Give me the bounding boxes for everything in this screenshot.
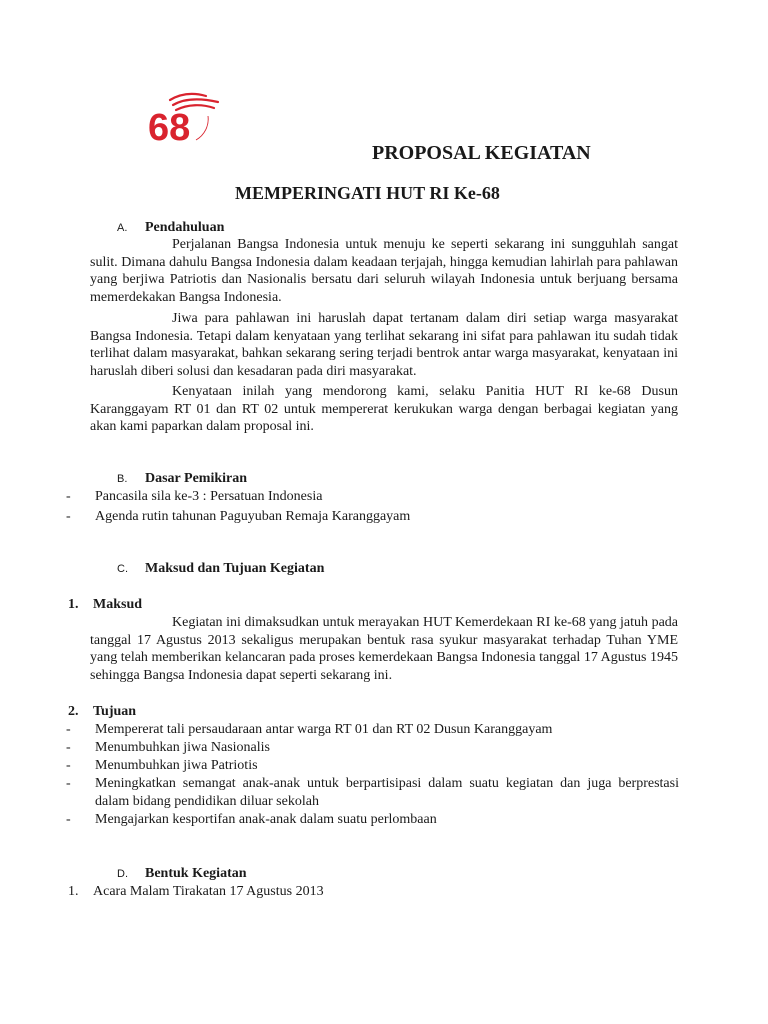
tujuan-heading: Tujuan <box>93 704 137 719</box>
tujuan-bullet-3: - <box>66 758 71 773</box>
page-subtitle: MEMPERINGATI HUT RI Ke-68 <box>235 183 500 203</box>
section-c-heading <box>117 560 324 578</box>
page-title: PROPOSAL KEGIATAN <box>372 142 591 164</box>
bentuk-item-1: Acara Malam Tirakatan 17 Agustus 2013 <box>93 884 324 899</box>
section-d-heading <box>117 865 247 883</box>
tujuan-item-3: Menumbuhkan jiwa Patriotis <box>95 758 258 773</box>
section-b-letter: B. <box>117 473 128 485</box>
section-b-bullet-2: - <box>66 509 71 524</box>
section-b-title: Dasar Pemikiran <box>145 471 248 486</box>
tujuan-number: 2. <box>68 704 79 719</box>
maksud-number: 1. <box>68 597 79 612</box>
section-a-paragraph-2: Jiwa para pahlawan ini haruslah dapat tertanam dalam diri setiap warga masyarakat Bangsa Indonesia. Tetapi dalam kenyataan yang terlihat sekarang ini sifat para pahlawan itu sudah tidak terlihat dalam masyarakat, bahkan sekarang sering terjadi bentrok antar warga masyarakat, kenyataan ini haruslah diberi solusi dan kesadaran pada diri masyarakat. <box>90 311 678 379</box>
maksud-paragraph: Kegiatan ini dimaksudkan untuk merayakan HUT Kemerdekaan RI ke-68 yang jatuh pada tanggal 17 Agustus 2013 sekaligus merupakan bentuk rasa syukur masyarakat terhadap Tuhan YME yang telah memberikan kelancaran pada proses kemerdekaan Bangsa Indonesia tanggal 17 Agustus 1945 sehingga Bangsa Indonesia dapat seperti sekarang ini. <box>90 615 678 683</box>
tujuan-item-5: Mengajarkan kesportifan anak-anak dalam suatu perlombaan <box>95 812 437 827</box>
logo-number: 68 <box>148 107 191 149</box>
maksud-heading: Maksud <box>93 597 143 612</box>
section-a-paragraph-3: Kenyataan inilah yang mendorong kami, selaku Panitia HUT RI ke-68 Dusun Karanggayam RT 01 dan RT 02 untuk mempererat kerukukan warga dengan berbagai kegiatan yang akan kami paparkan dalam proposal ini. <box>90 384 678 434</box>
section-c-letter: C. <box>117 563 128 575</box>
section-a-heading <box>117 219 224 237</box>
tujuan-item-1: Mempererat tali persaudaraan antar warga RT 01 dan RT 02 Dusun Karanggayam <box>95 722 553 737</box>
bentuk-number-1: 1. <box>68 884 79 899</box>
section-b-item-1: Pancasila sila ke-3 : Persatuan Indonesia <box>95 489 323 504</box>
tujuan-bullet-4: - <box>66 776 71 791</box>
section-a-title: Pendahuluan <box>145 220 225 235</box>
tujuan-bullet-5: - <box>66 812 71 827</box>
section-a-paragraph-1: Perjalanan Bangsa Indonesia untuk menuju ke seperti sekarang ini sungguhlah sangat sulit. Dimana dahulu Bangsa Indonesia dalam keadaan terjajah, hingga kemudian lahirlah para pahlawan yang berjiwa Patriotis dan Nasionalis bersatu dari seluruh wilayah Indonesia untuk berjuang bersama memerdekakan Bangsa Indonesia. <box>90 237 678 305</box>
section-a-letter: A. <box>117 222 128 234</box>
tujuan-item-2: Menumbuhkan jiwa Nasionalis <box>95 740 270 755</box>
section-d-title: Bentuk Kegiatan <box>145 866 247 881</box>
section-b-bullet-1: - <box>66 489 71 504</box>
tujuan-bullet-1: - <box>66 722 71 737</box>
hut-ri-68-logo <box>140 88 224 154</box>
tujuan-item-4: Meningkatkan semangat anak-anak untuk berpartisipasi dalam suatu kegiatan dan juga berprestasi dalam bidang pendidikan diluar sekolah <box>95 776 679 809</box>
section-d-letter: D. <box>117 868 128 880</box>
section-b-heading <box>117 470 247 488</box>
section-b-item-2: Agenda rutin tahunan Paguyuban Remaja Karanggayam <box>95 509 411 524</box>
section-c-title: Maksud dan Tujuan Kegiatan <box>145 561 325 576</box>
tujuan-bullet-2: - <box>66 740 71 755</box>
